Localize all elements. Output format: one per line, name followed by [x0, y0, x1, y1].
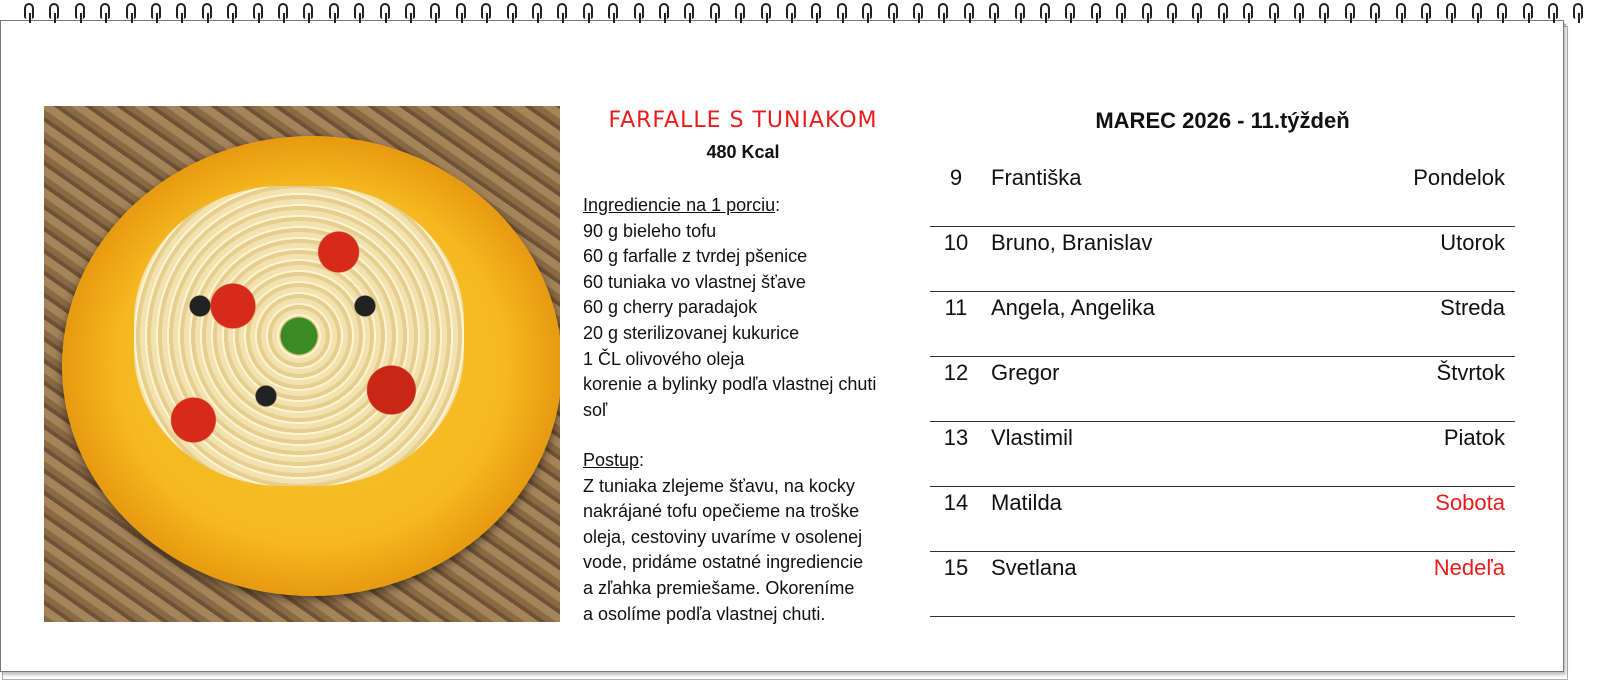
- procedure-line: a osolíme podľa vlastnej chuti.: [583, 603, 826, 624]
- day-number: 14: [943, 490, 969, 515]
- day-number: 15: [943, 555, 969, 580]
- spiral-binding: [0, 0, 1608, 30]
- binding-ring: [49, 3, 59, 25]
- binding-ring: [1370, 3, 1380, 25]
- binding-ring: [1345, 3, 1355, 25]
- binding-ring: [1548, 3, 1558, 25]
- procedure-line: a zľahka premiešame. Okoreníme: [583, 577, 855, 598]
- binding-ring: [430, 3, 440, 25]
- binding-ring: [634, 3, 644, 25]
- ingredient-item: korenie a bylinky podľa vlastnej chuti: [583, 374, 877, 395]
- binding-ring: [1446, 3, 1456, 25]
- binding-ring: [1167, 3, 1177, 25]
- binding-ring: [1573, 3, 1583, 25]
- binding-ring: [75, 3, 85, 25]
- binding-ring: [989, 3, 999, 25]
- weekday-label: Piatok: [1443, 425, 1505, 450]
- ingredients-list: [583, 219, 913, 424]
- binding-ring: [1015, 3, 1025, 25]
- binding-ring: [1065, 3, 1075, 25]
- procedure-line: vode, pridáme ostatné ingrediencie: [583, 552, 864, 573]
- weekday-label: Štvrtok: [1436, 360, 1505, 385]
- binding-ring: [659, 3, 669, 25]
- name-day: Gregor: [991, 360, 1060, 385]
- binding-ring: [1218, 3, 1228, 25]
- binding-ring: [1116, 3, 1126, 25]
- name-day: Bruno, Branislav: [991, 230, 1153, 255]
- binding-ring: [583, 3, 593, 25]
- name-day: Matilda: [991, 490, 1062, 515]
- binding-ring: [761, 3, 771, 25]
- day-row: [930, 292, 1515, 357]
- binding-ring: [608, 3, 618, 25]
- week-title: MAREC 2026 - 11.týždeň: [1095, 108, 1350, 133]
- weekday-label: Nedeľa: [1433, 555, 1505, 580]
- binding-ring: [786, 3, 796, 25]
- binding-ring: [24, 3, 34, 25]
- binding-ring: [1269, 3, 1279, 25]
- binding-ring: [710, 3, 720, 25]
- binding-ring: [862, 3, 872, 25]
- binding-ring: [1294, 3, 1304, 25]
- binding-ring: [253, 3, 263, 25]
- day-number: 9: [949, 165, 963, 190]
- ingredient-item: 60 tuniaka vo vlastnej šťave: [583, 271, 806, 292]
- ingredients-heading-line: Ingrediencie na 1 porciu:: [583, 195, 781, 215]
- binding-ring: [1497, 3, 1507, 25]
- name-day: Františka: [991, 165, 1082, 190]
- binding-ring: [405, 3, 415, 25]
- binding-ring: [126, 3, 136, 25]
- binding-ring: [151, 3, 161, 25]
- name-day: Vlastimil: [991, 425, 1073, 450]
- ingredient-item: 60 g farfalle z tvrdej pšenice: [583, 246, 808, 267]
- day-number: 11: [944, 295, 968, 320]
- binding-ring: [964, 3, 974, 25]
- day-row: [930, 487, 1515, 552]
- binding-ring: [1421, 3, 1431, 25]
- binding-ring: [329, 3, 339, 25]
- day-row: [930, 552, 1515, 617]
- ingredient-item: 1 ČL olivového oleja: [583, 348, 745, 369]
- ingredients-heading: Ingrediencie na 1 porciu: [583, 195, 776, 215]
- ingredient-item: 20 g sterilizovanej kukurice: [583, 322, 800, 343]
- binding-ring: [1472, 3, 1482, 25]
- binding-ring: [1192, 3, 1202, 25]
- day-row: [930, 162, 1515, 227]
- binding-ring: [354, 3, 364, 25]
- ingredient-item: 90 g bieleho tofu: [583, 220, 717, 241]
- weekday-label: Streda: [1440, 295, 1505, 320]
- binding-ring: [1243, 3, 1253, 25]
- binding-ring: [303, 3, 313, 25]
- binding-ring: [837, 3, 847, 25]
- binding-ring: [456, 3, 466, 25]
- binding-ring: [1319, 3, 1329, 25]
- binding-ring: [735, 3, 745, 25]
- weekday-label: Sobota: [1435, 490, 1505, 515]
- procedure-line: oleja, cestoviny uvaríme v osolenej: [583, 526, 863, 547]
- ingredients-section: [583, 193, 913, 423]
- binding-ring: [1040, 3, 1050, 25]
- binding-ring: [202, 3, 212, 25]
- day-number: 12: [943, 360, 969, 385]
- weekday-label: Pondelok: [1413, 165, 1505, 190]
- binding-ring: [938, 3, 948, 25]
- name-day: Angela, Angelika: [991, 295, 1155, 320]
- day-number: 13: [943, 425, 969, 450]
- day-number: 10: [943, 230, 969, 255]
- binding-ring: [481, 3, 491, 25]
- binding-ring: [1091, 3, 1101, 25]
- recipe-kcal: 480 Kcal: [706, 142, 780, 162]
- binding-ring: [557, 3, 567, 25]
- binding-ring: [278, 3, 288, 25]
- weekday-label: Utorok: [1440, 230, 1505, 255]
- procedure-line: nakrájané tofu opečieme na troške: [583, 501, 860, 522]
- name-day: Svetlana: [991, 555, 1077, 580]
- procedure-section: [583, 448, 913, 627]
- ingredient-item: 60 g cherry paradajok: [583, 297, 758, 318]
- procedure-line: Z tuniaka zlejeme šťavu, na kocky: [583, 475, 855, 496]
- binding-ring: [1142, 3, 1152, 25]
- day-row: [930, 422, 1515, 487]
- day-row: [930, 227, 1515, 292]
- procedure-heading-line: Postup:: [583, 450, 645, 470]
- binding-ring: [811, 3, 821, 25]
- binding-ring: [507, 3, 517, 25]
- procedure-text: [583, 474, 913, 628]
- binding-ring: [532, 3, 542, 25]
- procedure-heading: Postup: [583, 450, 640, 470]
- binding-ring: [684, 3, 694, 25]
- binding-ring: [227, 3, 237, 25]
- recipe-title: FARFALLE S TUNIAKOM: [608, 108, 878, 133]
- binding-ring: [100, 3, 110, 25]
- binding-ring: [176, 3, 186, 25]
- binding-ring: [888, 3, 898, 25]
- binding-ring: [913, 3, 923, 25]
- binding-ring: [1523, 3, 1533, 25]
- binding-ring: [380, 3, 390, 25]
- pasta-salad-image: [134, 186, 464, 486]
- binding-ring: [1396, 3, 1406, 25]
- week-days-table: [930, 162, 1515, 617]
- day-row: [930, 357, 1515, 422]
- ingredient-item: soľ: [583, 399, 608, 420]
- recipe-photo: [44, 106, 560, 622]
